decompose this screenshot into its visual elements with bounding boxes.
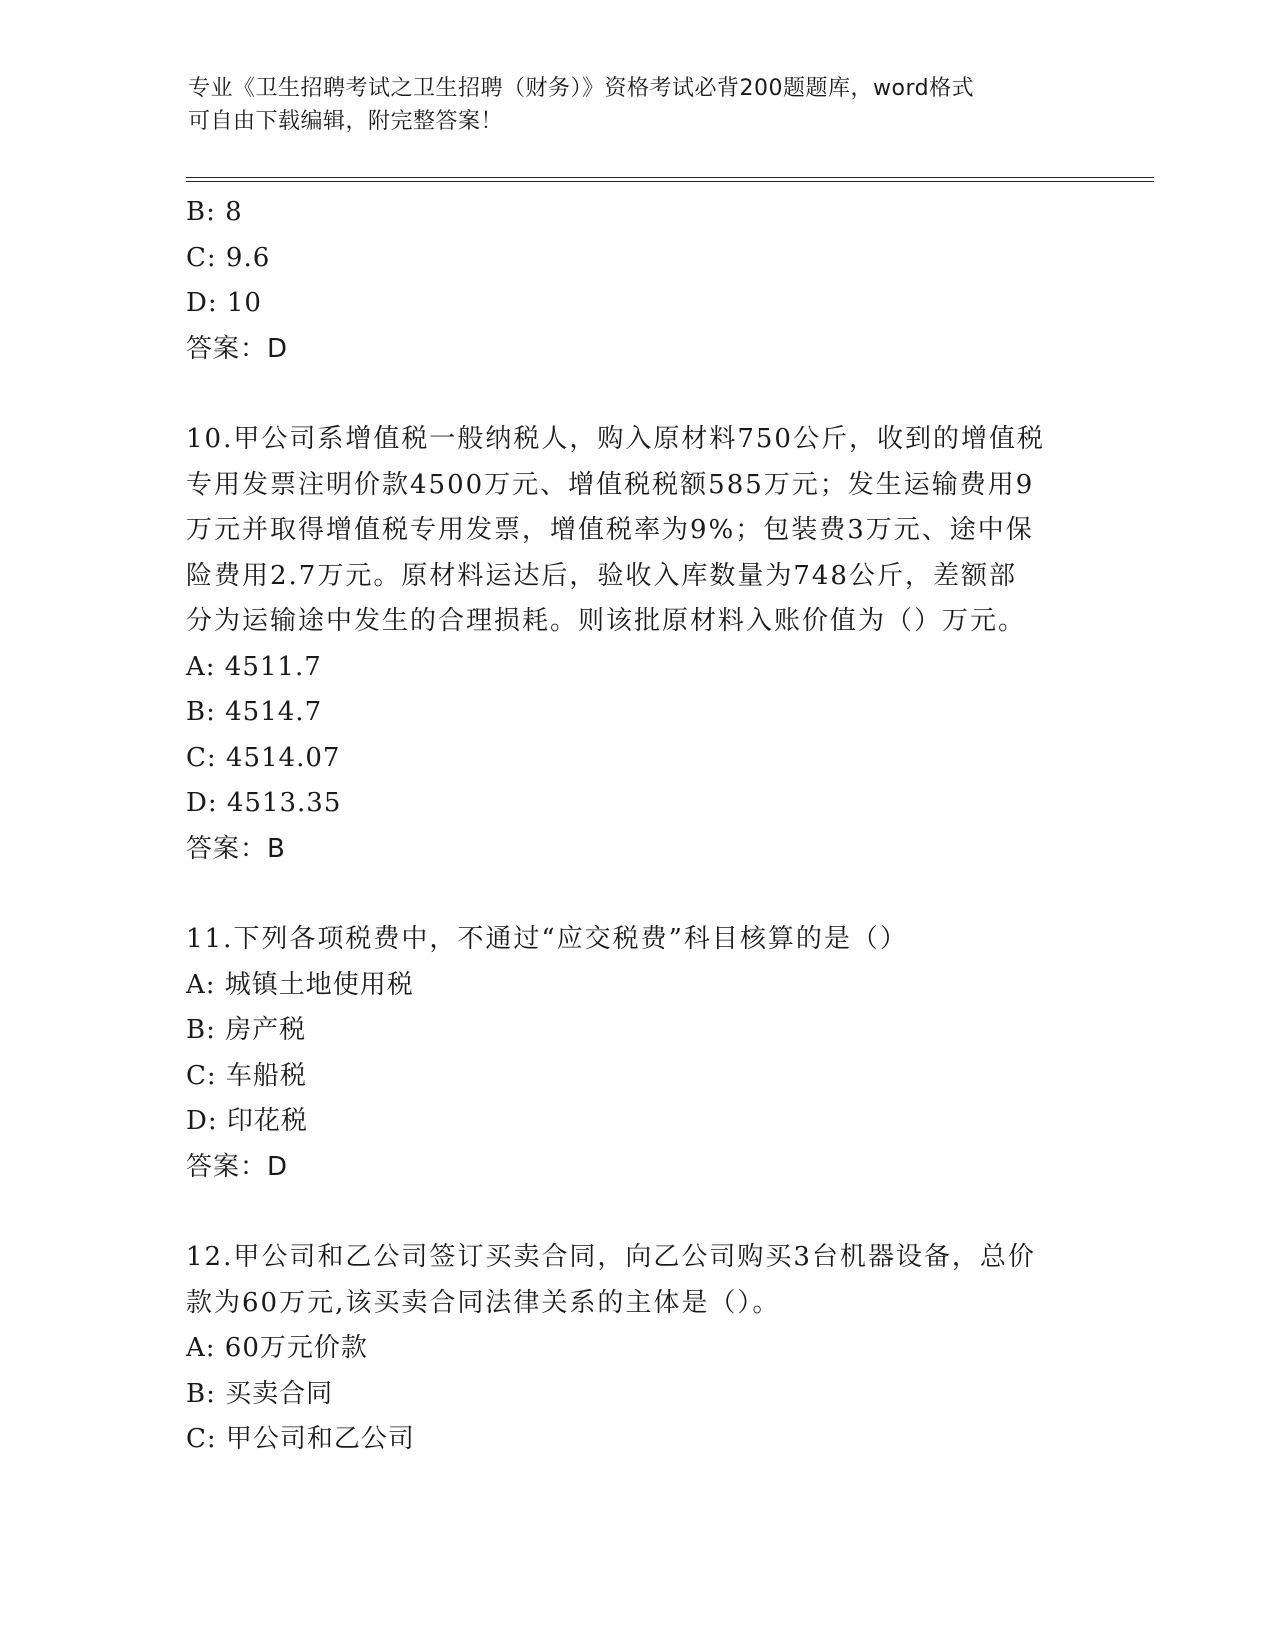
option-b: B: 4514.7	[186, 697, 323, 727]
option-d: D: 印花税	[186, 1106, 308, 1136]
question-text-line: 11.下列各项税费中，不通过“应交税费”科目核算的是（）	[186, 924, 908, 954]
spacer	[186, 372, 1086, 417]
option-a: A: 城镇土地使用税	[186, 969, 414, 1000]
question-text-line: 分为运输途中发生的合理损耗。则该批原材料入账价值为（）万元。	[186, 606, 1027, 636]
question-9-tail	[186, 190, 1086, 372]
option-d: D: 4513.35	[186, 788, 342, 818]
spacer	[186, 1190, 1086, 1235]
question-text-line: 险费用2.7万元。原材料运达后，验收入库数量为748公斤，差额部	[186, 560, 1017, 591]
header-title-line-1: 专业《卫生招聘考试之卫生招聘（财务）》资格考试必背200题题库，word格式	[188, 76, 975, 101]
document-header	[188, 72, 1068, 138]
option-b: B: 房产税	[186, 1015, 307, 1045]
option-c: C: 4514.07	[186, 742, 341, 773]
question-12	[186, 1235, 1086, 1463]
question-11	[186, 917, 1086, 1190]
question-text-line: 万元并取得增值税专用发票，增值税率为9%；包装费3万元、途中保	[186, 515, 1034, 545]
document-body	[186, 190, 1086, 1463]
question-text-line: 专用发票注明价款4500万元、增值税税额585万元；发生运输费用9	[186, 469, 1035, 500]
question-text-line: 10.甲公司系增值税一般纳税人，购入原材料750公斤，收到的增值税	[186, 424, 1045, 454]
answer: 答案：D	[186, 1151, 289, 1182]
option-b: B: 8	[186, 197, 243, 227]
header-title-line-2: 可自由下载编辑，附完整答案！	[188, 109, 504, 134]
question-10	[186, 417, 1086, 872]
answer: 答案：B	[186, 833, 286, 864]
spacer	[186, 872, 1086, 917]
header-double-rule	[186, 177, 1154, 182]
option-c: C: 车船税	[186, 1060, 307, 1091]
option-d: D: 10	[186, 288, 262, 318]
question-text-line: 款为60万元,该买卖合同法律关系的主体是（）。	[186, 1287, 781, 1318]
option-a: A: 4511.7	[186, 651, 322, 682]
option-c: C: 甲公司和乙公司	[186, 1424, 415, 1454]
question-text-line: 12.甲公司和乙公司签订买卖合同，向乙公司购买3台机器设备，总价	[186, 1242, 1036, 1272]
option-a: A: 60万元价款	[186, 1333, 368, 1363]
option-b: B: 买卖合同	[186, 1378, 334, 1409]
option-c: C: 9.6	[186, 242, 271, 273]
answer: 答案：D	[186, 333, 289, 364]
